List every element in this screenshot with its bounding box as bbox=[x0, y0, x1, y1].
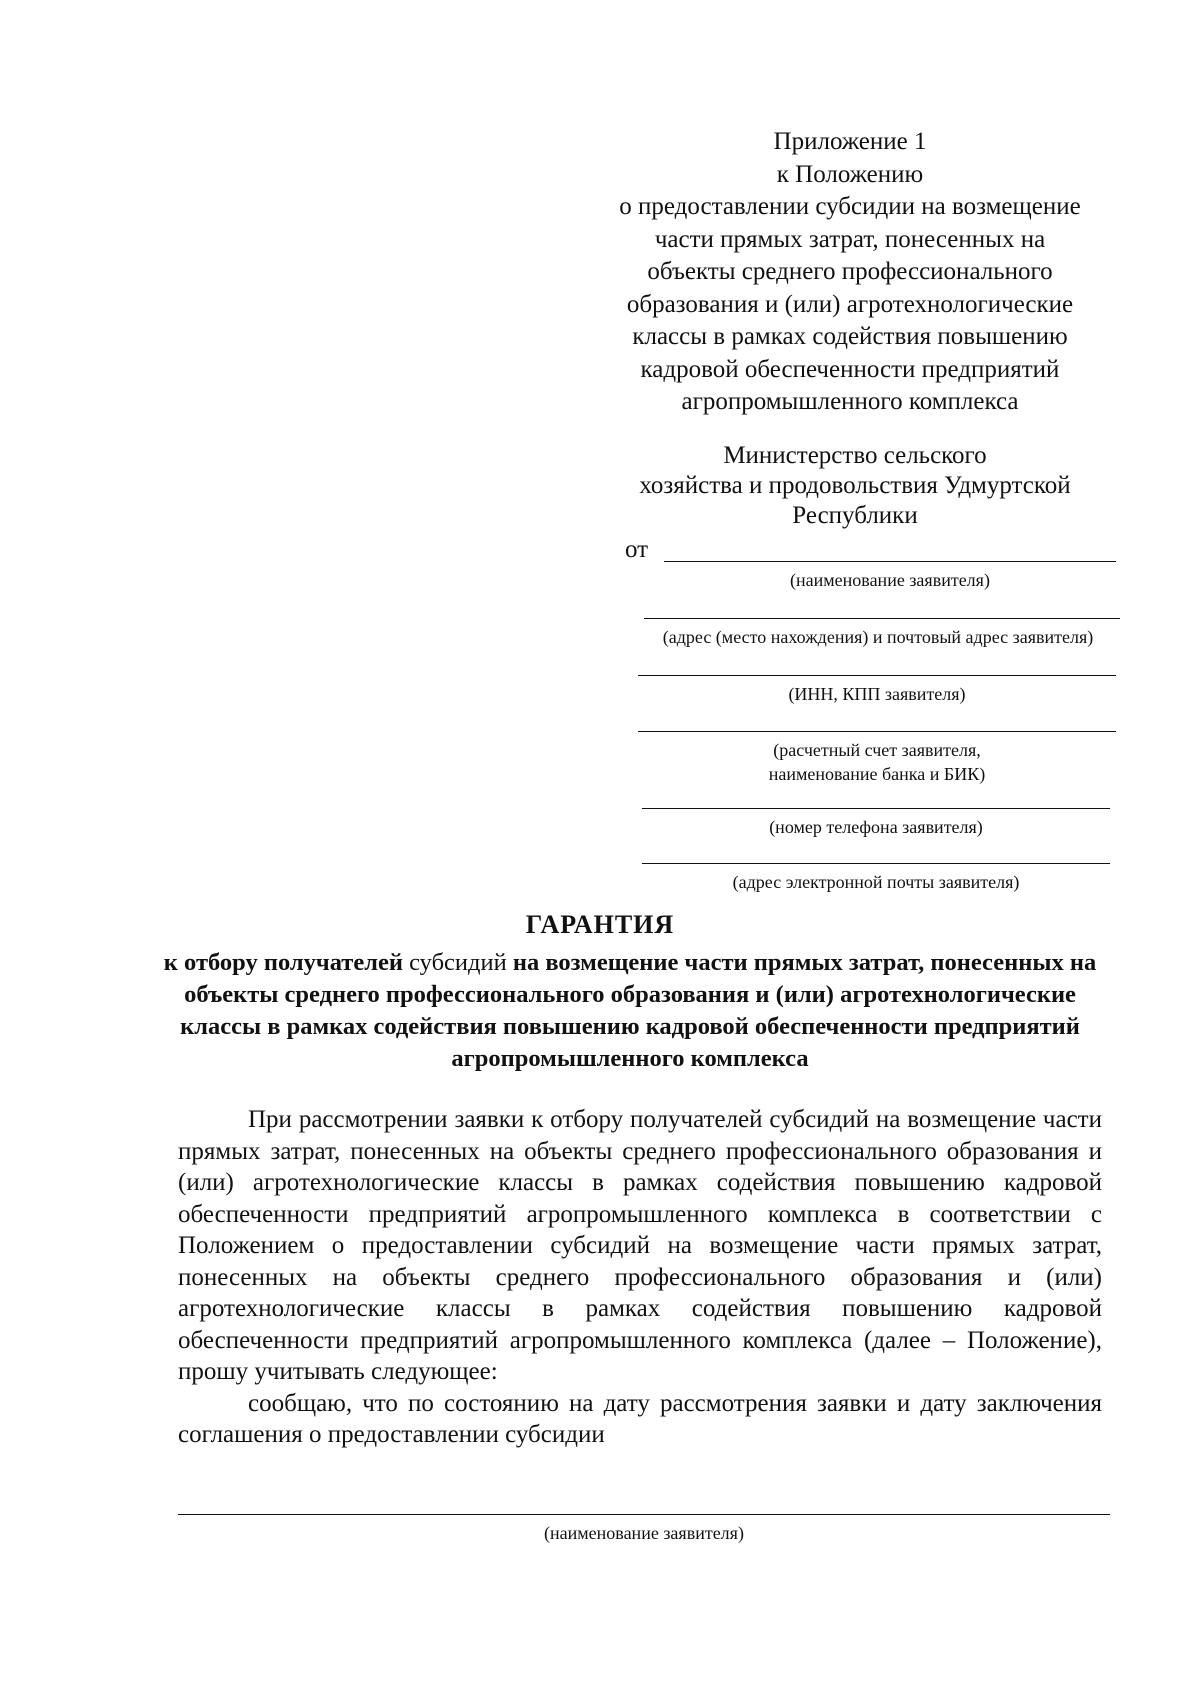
bank-field bbox=[638, 731, 1116, 786]
document-subtitle bbox=[150, 947, 1110, 1075]
addressee-line: Министерство сельского bbox=[723, 442, 987, 469]
fill-line bbox=[638, 731, 1116, 732]
addressee-line: хозяйства и продовольствия Удмуртской bbox=[639, 472, 1071, 499]
applicant-name-bottom-field bbox=[178, 1514, 1110, 1545]
applicant-name-caption: (наименование заявителя) bbox=[790, 570, 990, 590]
address-caption: (адрес (место нахождения) и почтовый адрес заявителя) bbox=[662, 627, 1094, 647]
bank-caption-line1: (расчетный счет заявителя, bbox=[773, 740, 981, 760]
addressee-block bbox=[600, 441, 1110, 531]
appendix-line: агропромышленного комплекса bbox=[681, 388, 1019, 415]
appendix-line: Приложение 1 bbox=[773, 128, 927, 155]
fill-line bbox=[642, 808, 1110, 809]
email-caption: (адрес электронной почты заявителя) bbox=[732, 872, 1020, 892]
applicant-name-field bbox=[664, 561, 1116, 592]
document-title: ГАРАНТИЯ bbox=[525, 910, 675, 939]
address-field bbox=[608, 618, 1148, 649]
appendix-line: образования и (или) агротехнологические bbox=[626, 290, 1074, 318]
fill-line bbox=[638, 675, 1116, 676]
subtitle-bold-part: к отбору получателей bbox=[163, 949, 403, 976]
fill-line bbox=[644, 618, 1120, 619]
fill-line bbox=[642, 863, 1110, 864]
email-field bbox=[642, 863, 1110, 894]
fill-line bbox=[664, 561, 1116, 562]
appendix-line: классы в рамках содействия повышению bbox=[632, 323, 1068, 350]
inn-kpp-field bbox=[638, 675, 1116, 706]
from-label: от bbox=[625, 536, 649, 563]
appendix-line: о предоставлении субсидии на возмещение bbox=[619, 193, 1081, 220]
appendix-header bbox=[580, 126, 1120, 419]
body-paragraph: При рассмотрении заявки к отбору получателей субсидий на возмещение части прямых затрат, понесенных на объекты среднего профессионального образования и (или) агротехнологические классы в рамках содействия повышению кадровой обеспеченности предприятий агропромышленного комплекса в соответствии с Положением о предоставлении субсидий на возмещение части прямых затрат, понесенных на объекты среднего профессионального образования и (или) агротехнологические классы в рамках содействия повышению кадровой обеспеченности предприятий агропромышленного комплекса (далее – Положение), прошу учитывать следующее: bbox=[178, 1106, 1102, 1385]
subtitle-normal-part: субсидий bbox=[402, 949, 513, 976]
inn-kpp-caption: (ИНН, КПП заявителя) bbox=[788, 684, 966, 704]
appendix-line: кадровой обеспеченности предприятий bbox=[640, 355, 1060, 383]
appendix-line: объекты среднего профессионального bbox=[647, 258, 1053, 285]
appendix-line: к Положению bbox=[776, 160, 924, 188]
bank-caption-line2: наименование банка и БИК) bbox=[768, 764, 986, 784]
body-text bbox=[178, 1104, 1102, 1451]
body-paragraph: сообщаю, что по состоянию на дату рассмотрения заявки и дату заключения соглашения о предоставлении субсидии bbox=[178, 1389, 1102, 1448]
addressee-line: Республики bbox=[792, 502, 918, 529]
phone-caption: (номер телефона заявителя) bbox=[769, 817, 983, 837]
fill-line bbox=[178, 1514, 1110, 1515]
applicant-name-bottom-caption: (наименование заявителя) bbox=[544, 1523, 744, 1543]
phone-field bbox=[642, 808, 1110, 839]
subtitle-bold-part: на возмещение части прямых затрат, понесенных на объекты среднего профессионального образования и (или) агротехнологические классы в рамках содействия повышению кадровой обеспеченности предприятий агропромышленного комплекса bbox=[180, 949, 1097, 1072]
appendix-line: части прямых затрат, понесенных на bbox=[654, 225, 1046, 253]
